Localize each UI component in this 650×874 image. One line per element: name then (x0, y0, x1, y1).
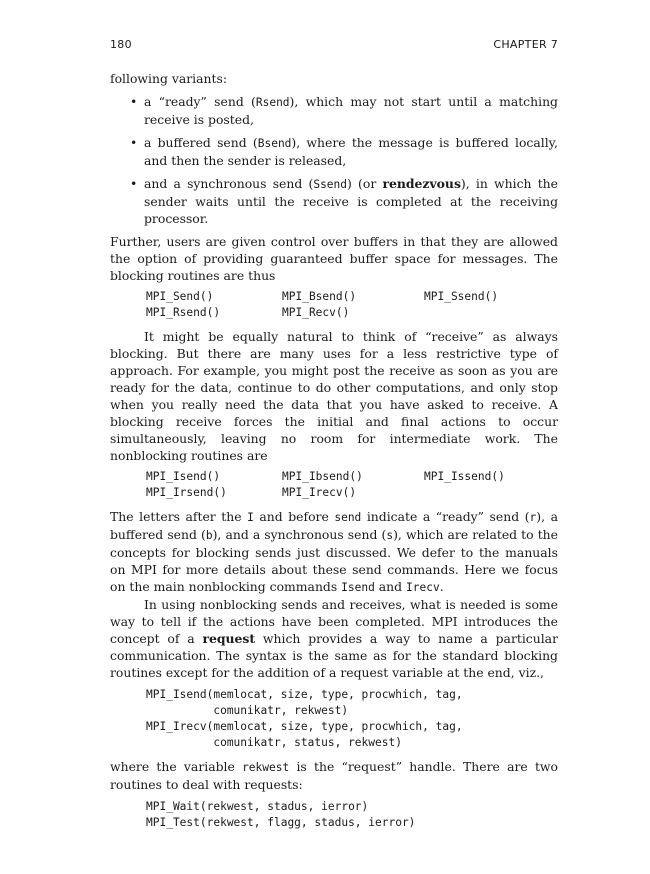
inline-code: I (247, 511, 254, 524)
bullet-icon: • (130, 176, 138, 191)
blocking-routines-list (146, 289, 558, 321)
bullet-icon: • (130, 135, 138, 150)
page-header (110, 38, 558, 56)
bold-term: rendezvous (382, 176, 461, 191)
inline-code: Irecv (406, 581, 440, 594)
list-item: • a buffered send (Bsend), where the message is buffered locally, and then the sender is released, (130, 135, 558, 168)
book-page (110, 38, 558, 838)
routine-row (146, 469, 558, 485)
routine-name: MPI_Irsend() (146, 486, 227, 499)
routine-name: MPI_Recv() (282, 306, 350, 319)
page-number: 180 (110, 38, 132, 51)
code-block-request-routines: MPI_Wait(rekwest, stadus, ierror) MPI_Test(rekwest, flagg, stadus, ierror) (146, 800, 416, 829)
inline-code: Rsend (255, 96, 290, 109)
routine-name: MPI_Ibsend() (282, 470, 363, 483)
code-block-nonblocking-calls: MPI_Isend(memlocat, size, type, procwhich, tag, comunikatr, rekwest) MPI_Irecv(memlocat, size, type, procwhich, tag, comunikatr, status, rekwest) (146, 688, 463, 749)
paragraph-receive: It might be equally natural to think of “receive” as always blocking. But there are many uses for a less restrictive type of approach. For example, you might post the receive as soon as you are ready for the data, continue to do other computations, and only stop when you really need the data that you have asked to receive. A blocking receive forces the initial and final actions to occur simultaneously, leaving no room for intermediate work. The nonblocking routines are (110, 329, 558, 463)
inline-code: rekwest (242, 761, 290, 774)
routine-name: MPI_Bsend() (282, 290, 357, 303)
inline-code: Isend (341, 581, 375, 594)
routine-row (146, 289, 558, 305)
inline-code: s (386, 529, 394, 542)
routine-row (146, 305, 558, 321)
paragraph-handle: where the variable rekwest is the “request” handle. There are two routines to deal with requests: (110, 759, 559, 792)
list-item: • and a synchronous send (Ssend) (or rendezvous), in which the sender waits until the receive is completed at the receiving processor. (130, 176, 558, 226)
routine-name: MPI_Isend() (146, 470, 221, 483)
list-item: • a “ready” send (Rsend), which may not start until a matching receive is posted, (130, 94, 558, 127)
routine-name: MPI_Issend() (424, 470, 505, 483)
routine-name: MPI_Rsend() (146, 306, 221, 319)
inline-code: Ssend (313, 178, 348, 191)
routine-row (146, 485, 558, 501)
bold-term: request (202, 631, 256, 646)
paragraph-letters: The letters after the I and before send indicate a “ready” send (r), a buffered send (b), and a synchronous send (s), which are related to the concepts for blocking sends just discussed. We defer to the manuals on MPI for more details about these send commands. Here we focus on the main nonblocking commands Isend and Irecv. (110, 509, 558, 594)
routine-name: MPI_Ssend() (424, 290, 499, 303)
nonblocking-routines-list (146, 469, 558, 501)
paragraph-request: In using nonblocking sends and receives, what is needed is some way to tell if the actions have been completed. MPI introduces the concept of a request which provides a way to name a particular communication. The syntax is the same as for the standard blocking routines except for the addition of a request variable at the end, viz., (110, 597, 558, 680)
inline-code: send (334, 511, 362, 524)
page-body (110, 70, 558, 831)
inline-code: b (205, 529, 213, 542)
inline-code: r (529, 511, 537, 524)
intro-line: following variants: (110, 71, 228, 86)
send-variants-list (110, 93, 558, 227)
inline-code: Bsend (257, 137, 292, 150)
chapter-heading: CHAPTER 7 (493, 38, 558, 51)
routine-name: MPI_Send() (146, 290, 214, 303)
bullet-icon: • (130, 94, 138, 109)
routine-name: MPI_Irecv() (282, 486, 357, 499)
paragraph-buffers: Further, users are given control over buffers in that they are allowed the option of providing guaranteed buffer space for messages. The blocking routines are thus (110, 234, 558, 283)
